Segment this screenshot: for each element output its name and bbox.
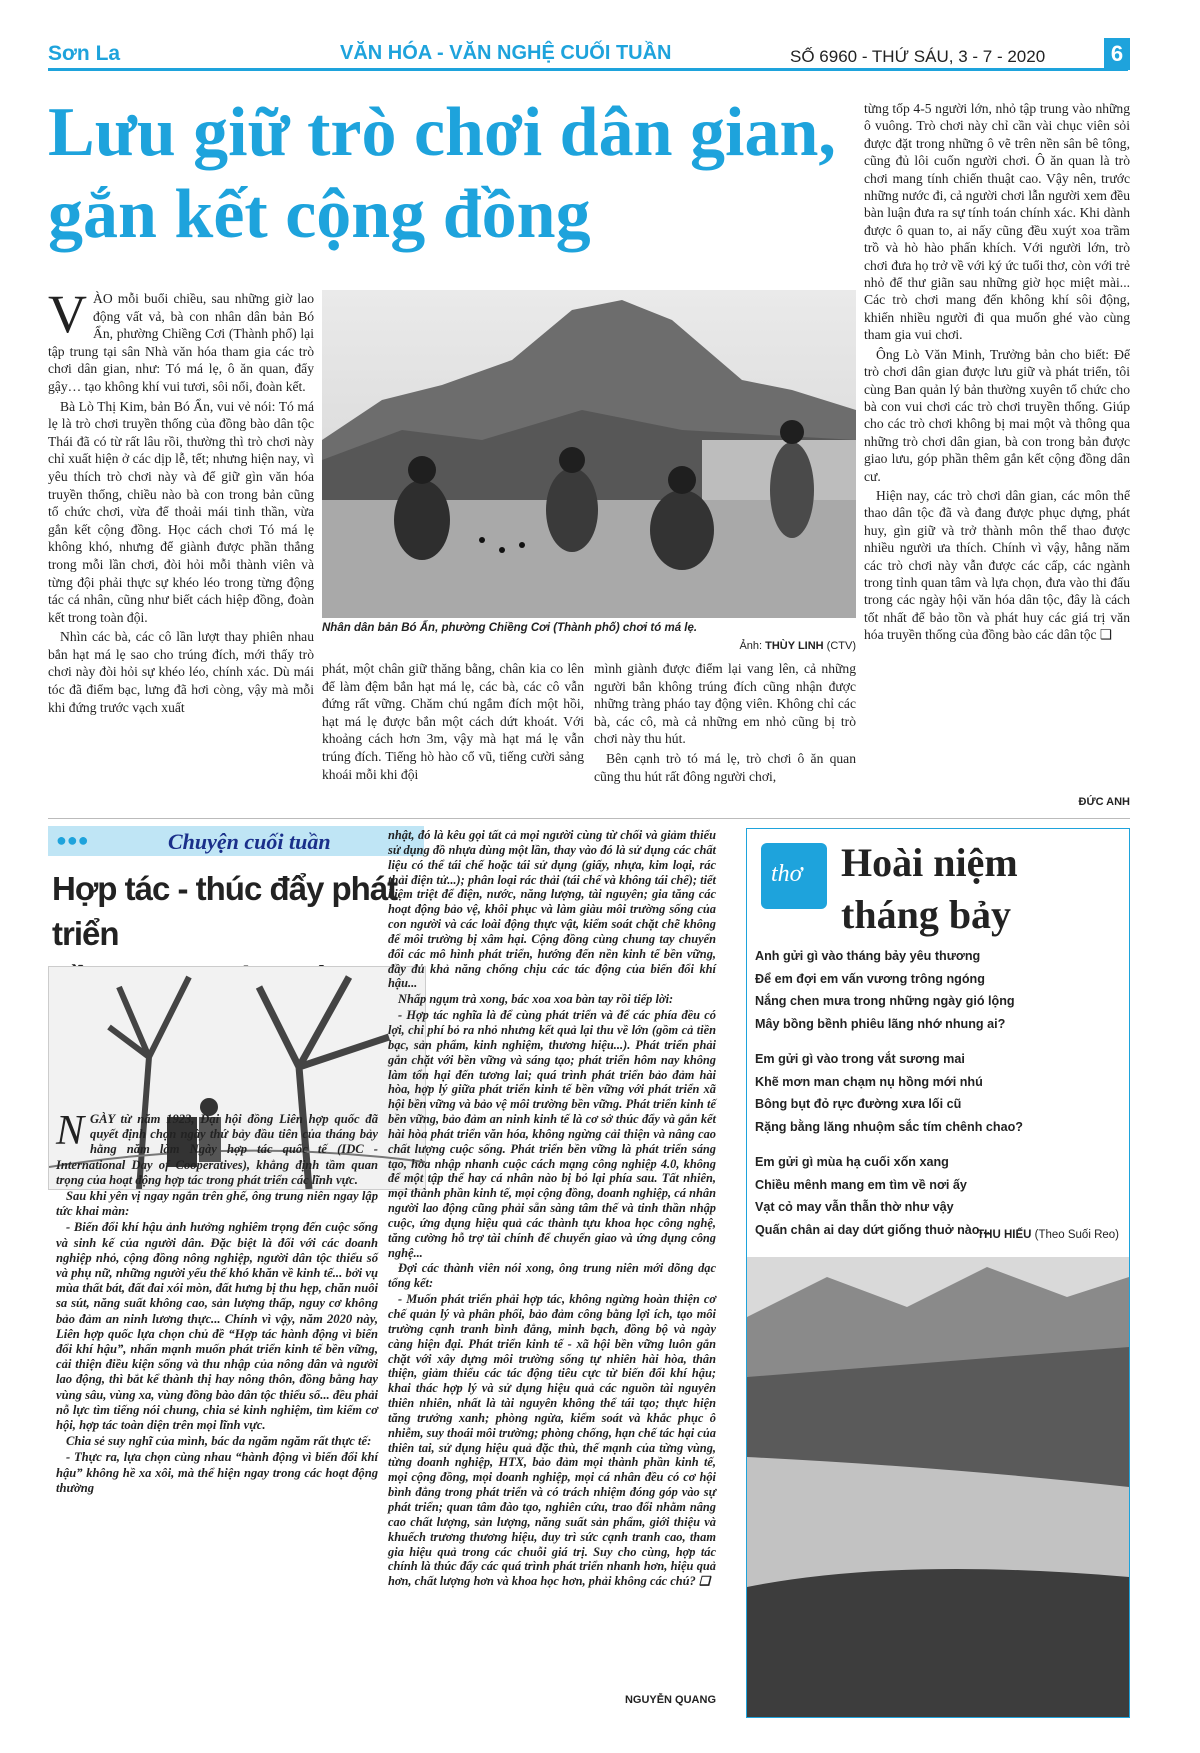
main-title-line2: gắn kết cộng đồng	[48, 176, 591, 253]
region-label: Sơn La	[48, 42, 121, 65]
weekend-author: NGUYỄN QUANG	[624, 1694, 716, 1706]
main-col-2: phát, một chân giữ thăng bằng, chân kia co lên để làm đệm bắn hạt má lẹ, các bà, các cô vẫn đứng rất vững. Chăm chú ngắm đích một hồi, hạt má lẹ được bắn một cách dứt khoát. Với khoảng cách hơn 3m, vậy mà hạt má lẹ vẫn trúng đích. Tiếng hò hào cổ vũ, tiếng cười sảng khoái mỗi khi đội	[322, 661, 584, 782]
section-divider	[48, 818, 1130, 819]
photo-credit: Ảnh: THÙY LINH (CTV)	[739, 640, 856, 652]
photo-caption: Nhân dân bản Bó Ẩn, phường Chiềng Cơi (Thành phố) chơi tó má lẹ.	[322, 622, 698, 634]
issue-info: SỐ 6960 - THỨ SÁU, 3 - 7 - 2020	[790, 47, 1046, 66]
poem-author: THU HIẾU (Theo Suối Reo)	[977, 1229, 1119, 1241]
poem-box	[746, 828, 1130, 1718]
poem-logo	[761, 843, 827, 909]
main-col-3: mình giành được điểm lại vang lên, cả những người bắn không trúng đích cũng nhận được những tràng pháo tay động viên. Không chỉ các bà, các cô, mà cả những em nhỏ cũng bị trò chơi này thu hút. Bên cạnh trò tó má lẹ, trò chơi ô ăn quan cũng thu hút rất đông người chơi,	[594, 661, 856, 784]
poem-logo-text: thơ	[771, 861, 803, 887]
weekend-left-col: NGÀY từ năm 1923, Đại hội đồng Liên hợp quốc đã quyết định chọn ngày thứ bảy đầu tiên của tháng bảy hằng năm làm Ngày hợp tác quốc tế (IDC -International Day of Cooperatives), khẳng định tầm quan trọng của hoạt động hợp tác trong phát triển các lĩnh vực. Sau khi yên vị ngay ngắn trên ghế, ông trung niên ngay lập tức khai màn: - Biến đổi khí hậu ảnh hưởng nghiêm trọng đến cuộc sống và sinh kế của người dân. Đặc biệt là đối với các doanh nghiệp nhỏ, cộng đồng nông nghiệp, người dân tộc thiểu số và phụ nữ, những người yếu thế khó khăn về kinh tế... bởi vụ mùa thất bát, đất đai xói mòn, đất hưng bị thu hẹp, chăn nuôi sa sút, năng suất không cao, sản lượng thấp, nguy cơ không bảo đảm an ninh lương thực... Chính vì vậy, năm 2020 này, Liên hợp quốc lựa chọn chủ đề “Hợp tác hành động vì biến đổi khí hậu”, nhấn mạnh muốn phát triển kinh tế bền vững, cải thiện điều kiện sống và thu nhập của nông dân và người lao động, thì bắt kể thành thị hay nông thôn, đồng bằng hay vùng sâu, vùng xa, vùng đồng bào dân tộc thiểu số... đều phải nỗ lực tìm tiếng nói chung, chia sẻ kinh nghiệm, tìm kiếm cơ hội, hợp tác toàn diện trên mọi lĩnh vực. Chia sẻ suy nghĩ của mình, bác da ngăm ngăm rất thực tế: - Thực ra, lựa chọn cùng nhau “hành động vì biến đổi khí hậu” không hề xa xôi, mà thể hiện ngay trong các hoạt động thường	[56, 1108, 378, 1495]
poem-stanza: Em gửi gì mùa hạ cuối xốn xang Chiều mênh mang em tìm về nơi ấy Vạt cỏ may vẫn thẫn thờ như vậy Quấn chân ai day dứt giống thuở nào...	[755, 1155, 990, 1237]
section-label: VĂN HÓA - VĂN NGHỆ CUỐI TUẦN	[340, 42, 672, 64]
poem-title: Hoài niệm tháng bảy	[841, 840, 1018, 937]
main-col1-p3: Nhìn các bà, các cô lần lượt thay phiên nhau bắn hạt má lẹ sao cho trúng đích, mới thấy trò chơi này đòi hỏi sự khéo léo, chính xác. Dù mái tóc đã điểm bạc, lưng đã hơi còng, vậy mà mỗi khi đứng trước vạch xuất	[48, 629, 314, 715]
kicker-label: Chuyện cuối tuần	[168, 829, 331, 854]
folk-game-photo	[322, 290, 856, 618]
poem-stanza: Em gửi gì vào trong vắt sương mai Khẽ mơn man chạm nụ hồng mới nhú Bông bụt đỏ rực đường xưa lối cũ Rặng bằng lăng nhuộm sắc tím chênh chao?	[755, 1052, 1023, 1134]
main-col-1: VÀO mỗi buổi chiều, sau những giờ lao động vất vả, bà con nhân dân bản Bó Ẩn, phường Chiềng Cơi (Thành phố) lại tập trung tại sân Nhà văn hóa tham gia các trò chơi dân gian, như: Tó má lẹ, ô ăn quan, đẩy gậy… tạo không khí vui tươi, sôi nổi, đoàn kết. Bà Lò Thị Kim, bản Bó Ẩn, vui vẻ nói: Tó má lẹ là trò chơi truyền thống của đồng bào dân tộc Thái đã có từ rất lâu rồi, thường thì trò chơi này chỉ xuất hiện ở các dịp lễ, tết; nhưng hiện nay, vì yêu thích trò chơi này và để giữ gìn văn hóa truyền thống, chiều nào bà con trong bản cũng tổ chức chơi, vừa để thoải mái tinh thần, vừa gắn kết cộng đồng. Học cách chơi Tó má lẹ không khó, nhưng để giành được phần thắng trong mỗi lần chơi, đòi hỏi mỗi thành viên và từng đội phải thực sự khéo léo trong từng động tác cá nhân, cũng như biết cách hiệp đồng, đoàn kết trong toàn đội. Nhìn các bà, các cô lần lượt thay phiên nhau bắn hạt má lẹ sao cho trúng đích, mới thấy trò chơi này đòi hỏi sự khéo léo, chính xác. Dù mái tóc đã điểm bạc, lưng đã hơi còng, vậy mà mỗi khi đứng trước vạch xuất	[48, 284, 314, 715]
landscape-photo	[747, 1257, 1129, 1717]
kicker-banner	[48, 826, 424, 856]
page-number: 6	[1104, 38, 1130, 70]
main-col1-p2: Bà Lò Thị Kim, bản Bó Ẩn, vui vẻ nói: Tó má lẹ là trò chơi truyền thống của đồng bào dân tộc Thái đã có từ rất lâu rồi, thường thì trò chơi này chỉ xuất hiện ở các dịp lễ, tết; nhưng hiện nay, vì yêu thích trò chơi này và để giữ gìn văn hóa truyền thống, chiều nào bà con trong bản cũng tổ chức chơi, vừa để thoải mái tinh thần, vừa gắn kết cộng đồng. Học cách chơi Tó má lẹ không khó, nhưng để giành được phần thắng trong mỗi lần chơi, đòi hỏi mỗi thành viên và từng đội phải thực sự khéo léo trong từng động tác cá nhân, cũng như biết cách hiệp đồng, đoàn kết trong toàn đội.	[48, 398, 314, 625]
main-title	[48, 92, 868, 256]
header-rule	[48, 68, 1128, 71]
main-title-line1: Lưu giữ trò chơi dân gian,	[48, 94, 836, 171]
poem-stanza: Anh gửi gì vào tháng bảy yêu thương Để em đợi em vấn vương trông ngóng Nắng chen mưa trong những ngày gió lộng Mây bồng bềnh phiêu lãng nhớ nhung ai?	[755, 949, 1015, 1031]
weekend-title: Hợp tác - thúc đẩy phát triển	[52, 870, 398, 952]
people-icon: ●●●	[56, 830, 89, 850]
main-dropcap: V	[48, 284, 87, 344]
main-col-4: từng tốp 4-5 người lớn, nhỏ tập trung vào những ô vuông. Trò chơi này chỉ cần vài chục viên sỏi được đặt trong những ô vẽ trên nền sân bê tông, cũng đủ lôi cuốn người chơi. Ô ăn quan là trò chơi mang tính chiến thuật cao. Vậy nên, trước những nước đi, cả người chơi lẫn người xem đều bàn luận đưa ra sự tính toán chính xác. Khi dành được ô quan to, ai nấy cũng đều xuýt xoa trầm trồ và hò hào phấn khích. Với người lớn, trò chơi đưa họ trở về với ký ức tuổi thơ, còn với trẻ nhỏ để thư giãn sau những giờ học miệt mài... Các trò chơi mang đến không khí sôi động, khiến nhiều người đi qua muốn ghé vào cùng tham gia vui chơi. Ông Lò Văn Minh, Trưởng bản cho biết: Để trò chơi dân gian được lưu giữ và phát triển, tôi cùng Ban quản lý bản thường xuyên tổ chức cho bà con vui chơi các trò chơi truyền thống. Giúp cho các trò chơi không bị mai một và thông qua những trò chơi dân gian, bà con trong bản được giao lưu, góp phần thêm gắn kết cộng đồng dân cư. Hiện nay, các trò chơi dân gian, các môn thể thao dân tộc đã và đang được phục dựng, phát huy, gìn giữ và trở thành môn thể thao được nhiều người ưa thích. Chính vì vậy, hằng năm các trò chơi này vẫn được các cấp, các ngành trong tỉnh quan tâm và lựa chọn, đưa vào thi đấu trong các ngày hội văn hóa dân tộc, đây là cách tốt nhất để bảo tồn và phát huy các giá trị văn hóa truyền thống của đồng bào các dân tộc ❑	[864, 101, 1130, 643]
main-author: ĐỨC ANH	[1078, 796, 1130, 808]
article-photo	[322, 290, 856, 618]
weekend-right-col: nhật, đó là kêu gọi tất cả mọi người cùng từ chối và giảm thiểu sử dụng đồ nhựa dùng một lần, thay vào đó là sử dụng các chất liệu có thể tái chế hoặc tái sử dụng (giấy, nhựa, kim loại, rác thải điện tử...); phân loại rác thải (tái chế và không tái chế); tiết kiệm triệt để điện, nước, năng lượng, tài nguyên; gia tăng các hoạt động bảo vệ, khôi phục và làm giàu môi trường sống của con người và các loài động thực vật, kiểm soát chặt chẽ không để môi trường bị xâm hại. Cộng đồng cùng chung tay chuyển đổi các mô hình phát triển, hướng đến nền kinh tế bền vững, đầy đủ khả năng chống chịu các tác động của biến đổi khí hậu... Nhấp ngụm trà xong, bác xoa xoa bàn tay rồi tiếp lời: - Hợp tác nghĩa là để cùng phát triển và để các phía đều có lợi, chi phí bỏ ra nhỏ nhưng kết quả lại thu về lớn (gồm cả tiền bạc, sản phẩm, kinh nghiệm, thương hiệu...). Phát triển phải gắn chặt với bền vững và sáng tạo; phát triển hôm nay không làm tổn hại đến tương lai; quá trình phát triển bảo đảm hài hòa, hợp lý giữa phát triển kinh tế bền vững với phát triển xã hội bền vững và bảo vệ môi trường bền vững. Phát triển kinh tế bền vững, bảo đảm an ninh kinh tế là cơ sở thúc đẩy và gắn kết hài hòa phát triển văn hóa, không ngừng cải thiện và nâng cao chất lượng cuộc sống. Phát triển bền vững là phát triển sáng tạo, hòa nhập nhanh cuộc cách mạng công nghiệp 4.0, không để một tập thể hay cá nhân nào bị bỏ lại phía sau. Tất nhiên, mọi thành phần kinh tế, mọi cộng đồng, doanh nghiệp, cá nhân người lao động cũng phải sẵn sàng tâm thế và tinh thần nhập cuộc, ứng dụng hiệu quả các thành tựu khoa học công nghệ, tăng cường hỗ trợ tài chính để chuyển giao và ứng dụng công nghệ... Đợi các thành viên nói xong, ông trung niên mới dõng dạc tổng kết: - Muốn phát triển phải hợp tác, không ngừng hoàn thiện cơ chế quản lý và phân phối, bảo đảm công bằng lợi ích, tạo môi trường cạnh tranh bình đẳng, minh bạch, đồng bộ và ngày càng hiện đại. Phát triển kinh tế - xã hội bền vững luôn gắn chặt với xây dựng môi trường sống tự nhiên hài hòa, thân thiện, giảm thiểu các tác động tiêu cực từ biến đổi khí hậu; khai thác hợp lý và sử dụng hiệu quả các nguồn tài nguyên thiên nhiên, nhất là tài nguyên không thể tái tạo; thực hiện tăng trưởng xanh; phòng ngừa, kiểm soát và khắc phục ô nhiễm, suy thoái môi trường; phòng chống, hạn chế tác hại của thiên tai, sử dụng hiệu quả đặc thù, thế mạnh của từng vùng, từng doanh nghiệp, HTX, bảo đảm mọi thành phần kinh tế, mọi cộng đồng, mọi doanh nghiệp, mọi cá nhân đều có cơ hội bình đẳng trong phát triển và có trách nhiệm đóng góp vào sự phát triển; quan tâm đào tạo, nghiên cứu, trao đổi nhằm nâng cao chất lượng, sản lượng, năng suất sản phẩm, giới thiệu và khuếch trương thương hiệu, duy trì sức cạnh tranh cao, tham gia hiệu quả trong các chuỗi giá trị. Suy cho cùng, hợp tác chính là thúc đẩy các quá trình phát triển nhanh hơn, hiệu quả hơn, chất lượng hơn và khoa học hơn, phải không các chú? ❑	[388, 828, 716, 1589]
